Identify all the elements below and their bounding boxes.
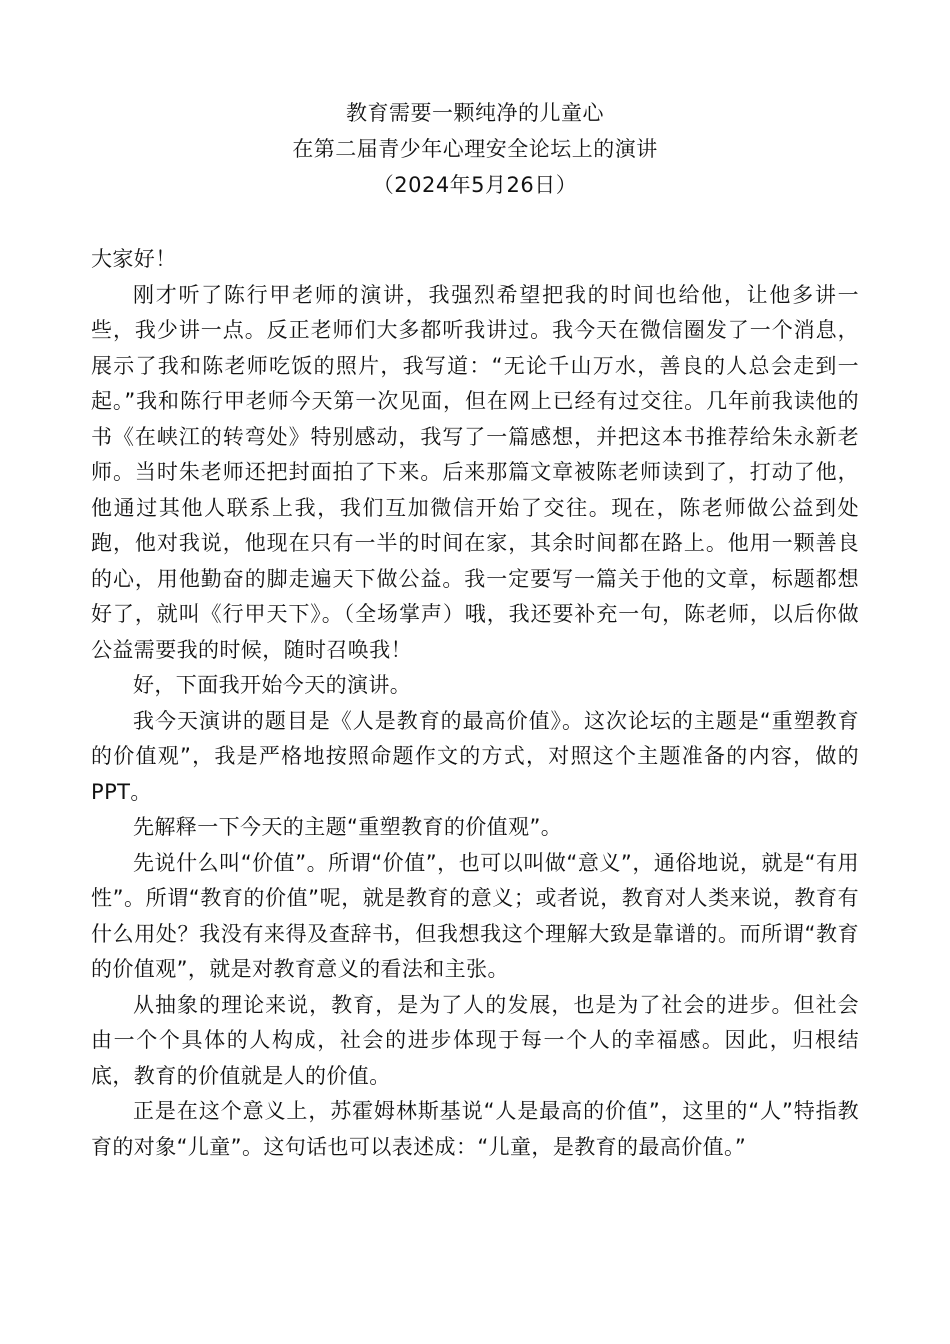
greeting: 大家好！: [91, 247, 177, 271]
paragraph-start-speech: 好，下面我开始今天的演讲。: [133, 673, 412, 697]
document-subtitle: 在第二届青少年心理安全论坛上的演讲: [292, 137, 658, 161]
paragraph-opening: 刚才听了陈行甲老师的演讲，我强烈希望把我的时间也给他，让他多讲一些，我少讲一点。反正老师们大多都听我讲过。我今天在微信圈发了一个消息，展示了我和陈老师吃饭的照片，我写道：“无论千山万水，善良的人总会走到一起。”我和陈行甲老师今天第一次见面，但在网上已经有过交往。几年前我读他的书《在峡江的转弯处》特别感动，我写了一篇感想，并把这本书推荐给朱永新老师。当时朱老师还把封面拍了下来。后来那篇文章被陈老师读到了，打动了他，他通过其他人联系上我，我们互加微信开始了交往。现在，陈老师做公益到处跑，他对我说，他现在只有一半的时间在家，其余时间都在路上。他用一颗善良的心，用他勤奋的脚走遍天下做公益。我一定要写一篇关于他的文章，标题都想好了，就叫《行甲天下》。（全场掌声）哦，我还要补充一句，陈老师，以后你做公益需要我的时候，随时召唤我！: [91, 282, 859, 662]
title-block: [0, 95, 950, 203]
paragraph-value-definition: 先说什么叫“价值”。所谓“价值”，也可以叫做“意义”，通俗地说，就是“有用性”。所谓“教育的价值”呢，就是教育的意义；或者说，教育对人类来说，教育有什么用处？我没有来得及查辞书，但我想我这个理解大致是靠谱的。而所谓“教育的价值观”，就是对教育意义的看法和主张。: [91, 850, 859, 981]
paragraph-sukhomlinsky-quote: 正是在这个意义上，苏霍姆林斯基说“人是最高的价值”，这里的“人”特指教育的对象“儿童”。这句话也可以表述成：“儿童，是教育的最高价值。”: [91, 1099, 859, 1159]
paragraph-theme-explanation: 先解释一下今天的主题“重塑教育的价值观”。: [133, 815, 563, 839]
document-title: 教育需要一颗纯净的儿童心: [346, 101, 604, 125]
document-date: （2024年5月26日）: [372, 173, 578, 197]
paragraph-speech-topic: 我今天演讲的题目是《人是教育的最高价值》。这次论坛的主题是“重塑教育的价值观”，我是严格地按照命题作文的方式，对照这个主题准备的内容，做的PPT。: [91, 708, 859, 804]
document-body: [91, 242, 859, 1165]
paragraph-abstract-theory: 从抽象的理论来说，教育，是为了人的发展，也是为了社会的进步。但社会由一个个具体的人构成，社会的进步体现于每一个人的幸福感。因此，归根结底，教育的价值就是人的价值。: [91, 992, 859, 1088]
